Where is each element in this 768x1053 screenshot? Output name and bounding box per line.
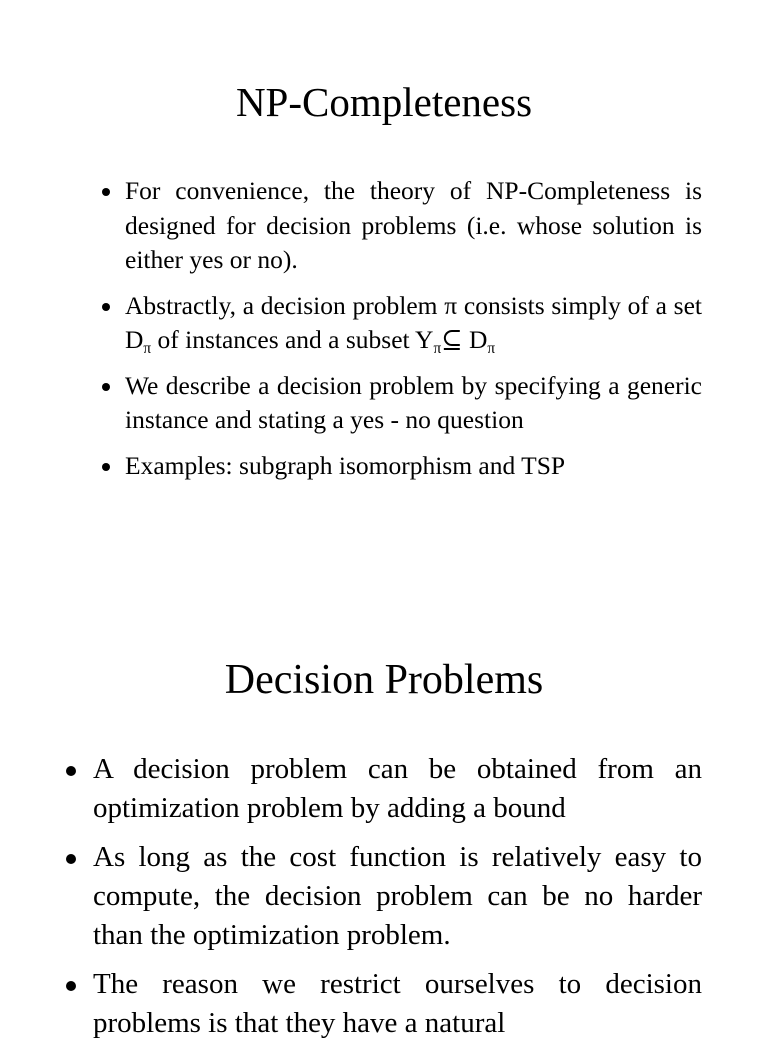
bullet-text: For convenience, the theory of NP-Completeness is designed for decision problems (i.e. whose solution is either yes or no). <box>125 176 702 274</box>
bullet-icon <box>102 463 110 471</box>
bullet-text-part: of instances and a subset Y <box>151 325 434 354</box>
bullet-list <box>62 750 702 1053</box>
bullet-icon <box>66 981 76 991</box>
bullet-item <box>100 449 702 484</box>
bullet-icon <box>66 854 76 864</box>
bullet-item <box>100 174 702 278</box>
bullet-icon <box>102 188 110 196</box>
subscript-pi: π <box>433 340 442 358</box>
bullet-item <box>62 838 702 955</box>
bullet-text-part: Abstractly, a decision problem <box>125 290 445 320</box>
bullet-text-part: consists simply of a set D <box>125 290 703 354</box>
bullet-text: The reason we restrict ourselves to decision problems is that they have a natural <box>93 968 702 1039</box>
bullet-item <box>62 965 702 1043</box>
pi-symbol: π <box>444 290 458 320</box>
subscript-pi: π <box>487 340 496 358</box>
bullet-item <box>100 369 702 438</box>
bullet-list <box>100 174 702 494</box>
bullet-text: As long as the cost function is relatively easy to compute, the decision problem can be no harder than the optimization problem. <box>93 841 702 951</box>
bullet-icon <box>102 383 110 391</box>
subscript-pi: π <box>143 340 152 358</box>
slide-title: Decision Problems <box>224 657 544 703</box>
bullet-text-part: D <box>462 325 488 354</box>
subset-symbol: ⊆ <box>441 325 463 354</box>
bullet-icon <box>102 303 110 311</box>
bullet-icon <box>66 766 76 776</box>
bullet-item <box>100 289 702 358</box>
bullet-text: We describe a decision problem by specifying a generic instance and stating a yes - no question <box>125 370 702 434</box>
slide-title: NP-Completeness <box>235 79 533 125</box>
bullet-text: A decision problem can be obtained from an optimization problem by adding a bound <box>93 753 702 824</box>
bullet-item <box>62 750 702 828</box>
bullet-text: Examples: subgraph isomorphism and TSP <box>125 450 566 480</box>
